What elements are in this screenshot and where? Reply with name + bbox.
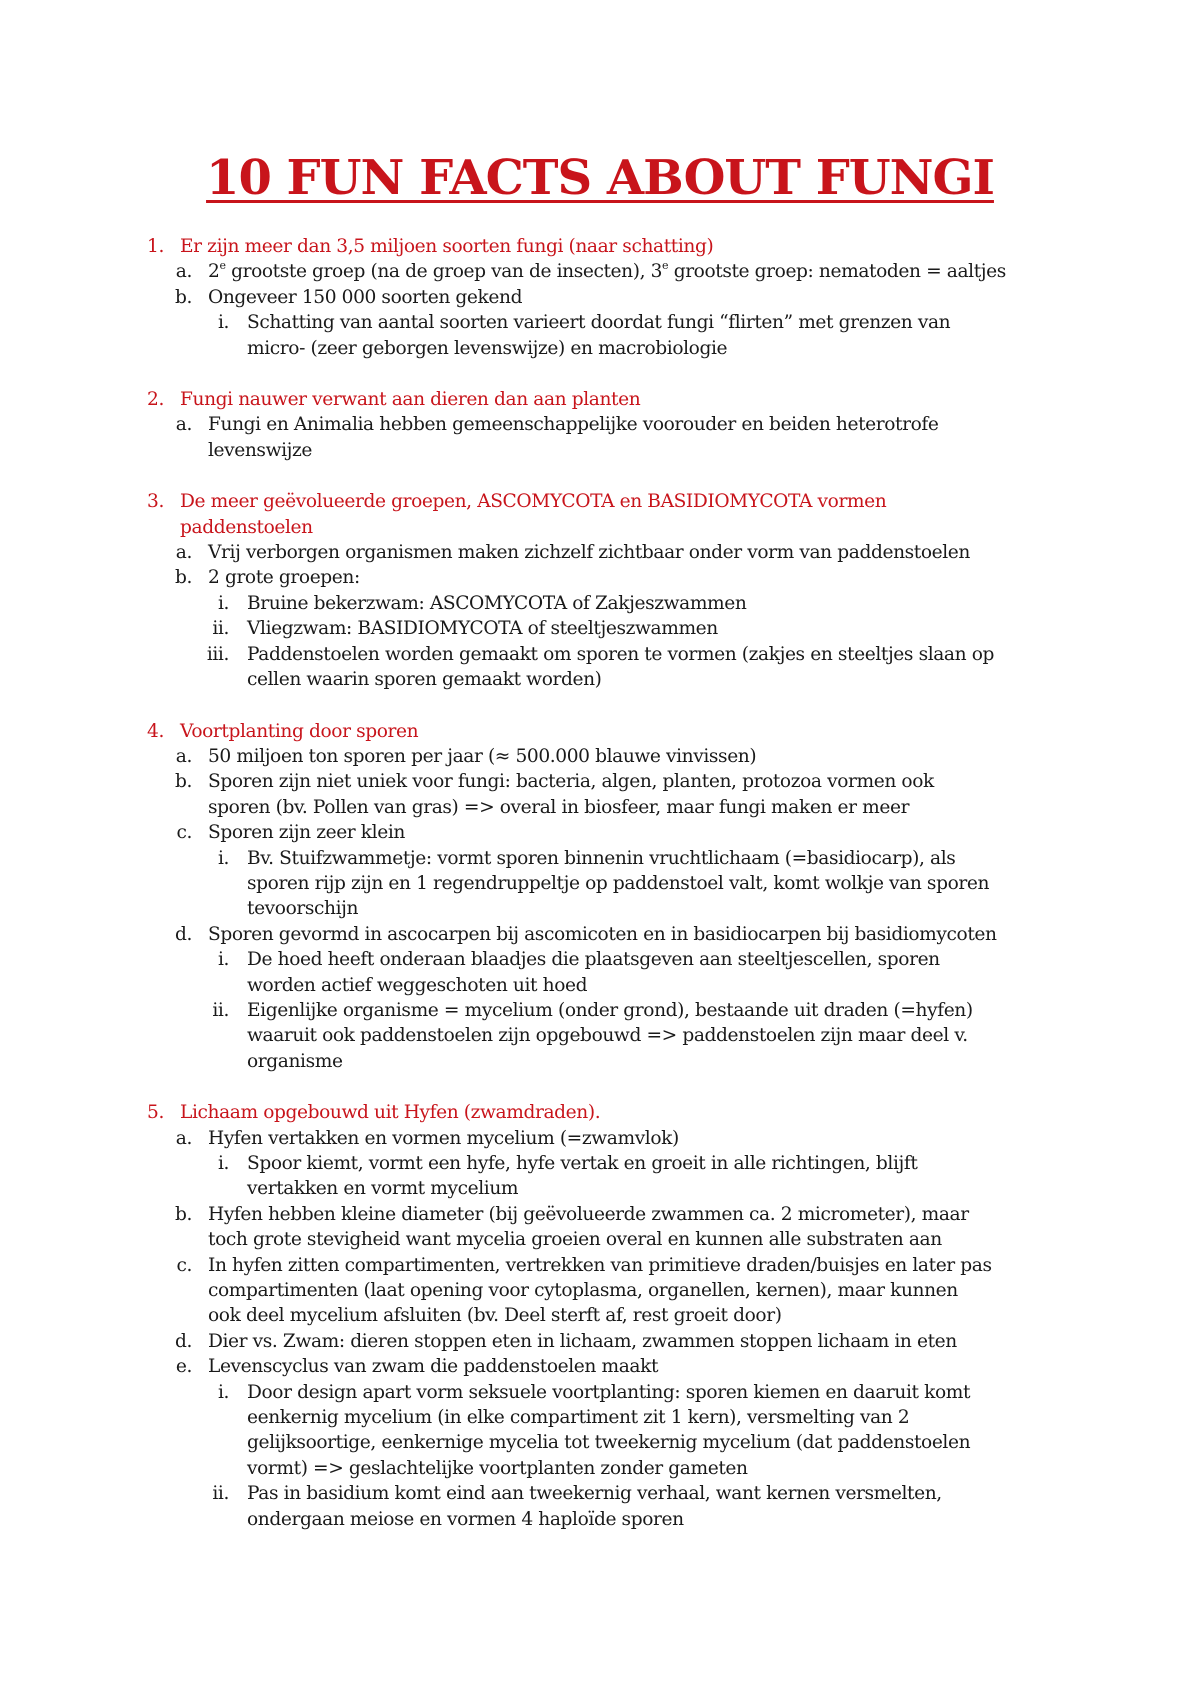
item-text: Sporen zijn niet uniek voor fungi: bacteria, algen, planten, protozoa vormen ook xyxy=(208,771,934,793)
item-text: Vliegzwam: BASIDIOMYCOTA of steeltjeszwammen xyxy=(247,618,718,640)
list-marker: 1. xyxy=(147,236,164,257)
item-text: vertakken en vormt mycelium xyxy=(247,1178,519,1200)
item-text: compartimenten (laat opening voor cytoplasma, organellen, kernen), maar kunnen xyxy=(208,1280,958,1302)
item-text: grootste groep (na de groep van de insecten), xyxy=(231,261,651,283)
list-item xyxy=(0,1253,1200,1329)
heading-line: Voortplanting door sporen xyxy=(180,720,419,742)
item-text: organisme xyxy=(247,1050,343,1072)
list-marker: 2. xyxy=(147,389,164,411)
page-title: 10 FUN FACTS ABOUT FUNGI xyxy=(206,150,994,206)
list-marker: i. xyxy=(217,312,229,334)
superscript-suffix: e xyxy=(219,259,226,273)
item-text: Spoor kiemt, vormt een hyfe, hyfe vertak en groeit in alle richtingen, blijft xyxy=(247,1153,918,1174)
list-marker: i. xyxy=(217,592,229,614)
item-text: Hyfen hebben kleine diameter (bij geëvolueerde zwammen ca. 2 micrometer), maar xyxy=(208,1203,969,1225)
item-text: grootste groep: nematoden = aaltjes xyxy=(673,261,1006,283)
list-item xyxy=(0,744,1200,769)
list-item xyxy=(0,820,1200,845)
superscript-suffix: e xyxy=(662,259,669,273)
list-marker: a. xyxy=(175,1127,192,1149)
superscript-number: 2 xyxy=(208,261,220,283)
list-item xyxy=(0,540,1200,565)
item-text: Eigenlijke organisme = mycelium (onder grond), bestaande uit draden (=hyfen) xyxy=(247,999,973,1021)
item-text: Levenscyclus van zwam die paddenstoelen maakt xyxy=(208,1356,659,1378)
list-marker: b. xyxy=(174,286,192,308)
item-text: ondergaan meiose en vormen 4 haploïde sporen xyxy=(247,1508,684,1530)
fact-heading xyxy=(0,719,1200,744)
sub-list-item xyxy=(0,591,1200,616)
fact-heading xyxy=(0,387,1200,412)
item-text: tevoorschijn xyxy=(247,898,359,920)
sub-list-item xyxy=(0,1151,1200,1202)
item-text: micro- (zeer geborgen levenswijze) en macrobiologie xyxy=(247,337,728,359)
item-text: Vrij verborgen organismen maken zichzelf zichtbaar onder vorm van paddenstoelen xyxy=(208,542,970,564)
sub-list-item xyxy=(0,947,1200,998)
list-item xyxy=(0,1126,1200,1151)
sub-list-item xyxy=(0,998,1200,1074)
list-marker: a. xyxy=(175,542,192,564)
fact-heading xyxy=(0,489,1200,540)
list-item xyxy=(0,922,1200,947)
item-text: waaruit ook paddenstoelen zijn opgebouwd => paddenstoelen zijn maar deel v. xyxy=(247,1025,968,1047)
item-text: eenkernig mycelium (in elke compartiment zit 1 kern), versmelting van 2 xyxy=(247,1407,910,1429)
list-marker: a. xyxy=(175,745,192,767)
fact-section-4 xyxy=(0,719,1200,1075)
sub-list-item xyxy=(0,310,1200,361)
list-item xyxy=(0,769,1200,820)
heading-line: Er zijn meer dan 3,5 miljoen soorten fungi (naar schatting) xyxy=(180,236,714,257)
list-marker: iii. xyxy=(206,643,229,665)
fact-section-1 xyxy=(0,234,1200,361)
list-item xyxy=(0,1354,1200,1379)
list-marker: ii. xyxy=(212,618,229,640)
list-marker: b. xyxy=(174,567,192,589)
item-text: In hyfen zitten compartimenten, vertrekken van primitieve draden/buisjes en later pas xyxy=(208,1254,992,1276)
list-marker: b. xyxy=(174,1203,192,1225)
item-text: De hoed heeft onderaan blaadjes die plaatsgeven aan steeltjescellen, sporen xyxy=(247,949,940,971)
list-marker: a. xyxy=(175,261,192,283)
sub-list-item xyxy=(0,642,1200,693)
list-marker: e. xyxy=(175,1356,192,1378)
list-marker: i. xyxy=(217,1153,229,1174)
item-text: Dier vs. Zwam: dieren stoppen eten in lichaam, zwammen stoppen lichaam in eten xyxy=(208,1330,957,1352)
list-marker: ii. xyxy=(212,1483,229,1505)
item-text: Bruine bekerzwam: ASCOMYCOTA of Zakjeszwammen xyxy=(247,592,747,614)
item-text: Bv. Stuifzwammetje: vormt sporen binnenin vruchtlichaam (=basidiocarp), als xyxy=(247,847,956,869)
fact-heading xyxy=(0,1100,1200,1125)
item-text: sporen rijp zijn en 1 regendruppeltje op paddenstoel valt, komt wolkje van sporen xyxy=(247,872,990,894)
heading-line: paddenstoelen xyxy=(180,516,313,538)
list-marker: i. xyxy=(217,949,229,971)
list-marker: c. xyxy=(176,822,192,844)
fact-section-5 xyxy=(0,1100,1200,1532)
heading-line: Fungi nauwer verwant aan dieren dan aan planten xyxy=(180,389,641,411)
item-text: Ongeveer 150 000 soorten gekend xyxy=(208,286,523,308)
list-item xyxy=(0,412,1200,463)
item-text: Paddenstoelen worden gemaakt om sporen te vormen (zakjes en steeltjes slaan op xyxy=(247,643,995,665)
sub-list-item xyxy=(0,616,1200,641)
fact-section-2 xyxy=(0,387,1200,463)
list-item xyxy=(0,1329,1200,1354)
item-text: 2 grote groepen: xyxy=(208,567,360,589)
item-text: 50 miljoen ton sporen per jaar (≈ 500.000 blauwe vinvissen) xyxy=(208,745,757,767)
sub-list-item xyxy=(0,1380,1200,1482)
item-text: Schatting van aantal soorten varieert doordat fungi “flirten” met grenzen van xyxy=(247,312,951,334)
superscript-number: 3 xyxy=(650,261,663,283)
list-marker: d. xyxy=(174,1330,192,1352)
item-text: vormt) => geslachtelijke voortplanten zonder gameten xyxy=(247,1457,748,1479)
list-marker: 5. xyxy=(147,1102,164,1124)
item-text: Door design apart vorm seksuele voortplanting: sporen kiemen en daaruit komt xyxy=(247,1381,971,1403)
item-text: gelijksoortige, eenkernige mycelia tot tweekernig mycelium (dat paddenstoelen xyxy=(247,1432,971,1454)
item-text: Sporen gevormd in ascocarpen bij ascomicoten en in basidiocarpen bij basidiomycoten xyxy=(208,923,997,945)
list-marker: i. xyxy=(217,847,229,869)
list-marker: c. xyxy=(176,1254,192,1276)
list-item xyxy=(0,259,1200,284)
item-text: worden actief weggeschoten uit hoed xyxy=(247,974,588,996)
list-item xyxy=(0,285,1200,310)
item-text: Pas in basidium komt eind aan tweekernig verhaal, want kernen versmelten, xyxy=(247,1483,942,1505)
item-text: Fungi en Animalia hebben gemeenschappelijke voorouder en beiden heterotrofe xyxy=(208,414,939,436)
item-text: ook deel mycelium afsluiten (bv. Deel sterft af, rest groeit door) xyxy=(208,1305,782,1327)
item-text: sporen (bv. Pollen van gras) => overal in biosfeer, maar fungi maken er meer xyxy=(208,796,910,818)
sub-list-item xyxy=(0,846,1200,922)
item-text: Hyfen vertakken en vormen mycelium (=zwamvlok) xyxy=(208,1127,679,1149)
list-marker: i. xyxy=(217,1381,229,1403)
item-text: cellen waarin sporen gemaakt worden) xyxy=(247,669,602,691)
item-text: Sporen zijn zeer klein xyxy=(208,822,405,844)
list-marker: 3. xyxy=(147,491,164,513)
heading-line: De meer geëvolueerde groepen, ASCOMYCOTA en BASIDIOMYCOTA vormen xyxy=(180,491,887,513)
list-marker: a. xyxy=(175,414,192,436)
sub-list-item xyxy=(0,1481,1200,1532)
item-text: levenswijze xyxy=(208,439,313,461)
list-marker: b. xyxy=(174,771,192,793)
item-text: toch grote stevigheid want mycelia groeien overal en kunnen alle substraten aan xyxy=(208,1229,942,1251)
list-marker: 4. xyxy=(147,720,164,742)
list-marker: ii. xyxy=(212,999,229,1021)
fact-section-3 xyxy=(0,489,1200,692)
list-item xyxy=(0,1202,1200,1253)
heading-line: Lichaam opgebouwd uit Hyfen (zwamdraden). xyxy=(180,1102,601,1124)
list-marker: d. xyxy=(174,923,192,945)
fun-facts-list xyxy=(0,234,1200,1558)
fact-heading xyxy=(0,234,1200,259)
list-item xyxy=(0,565,1200,590)
